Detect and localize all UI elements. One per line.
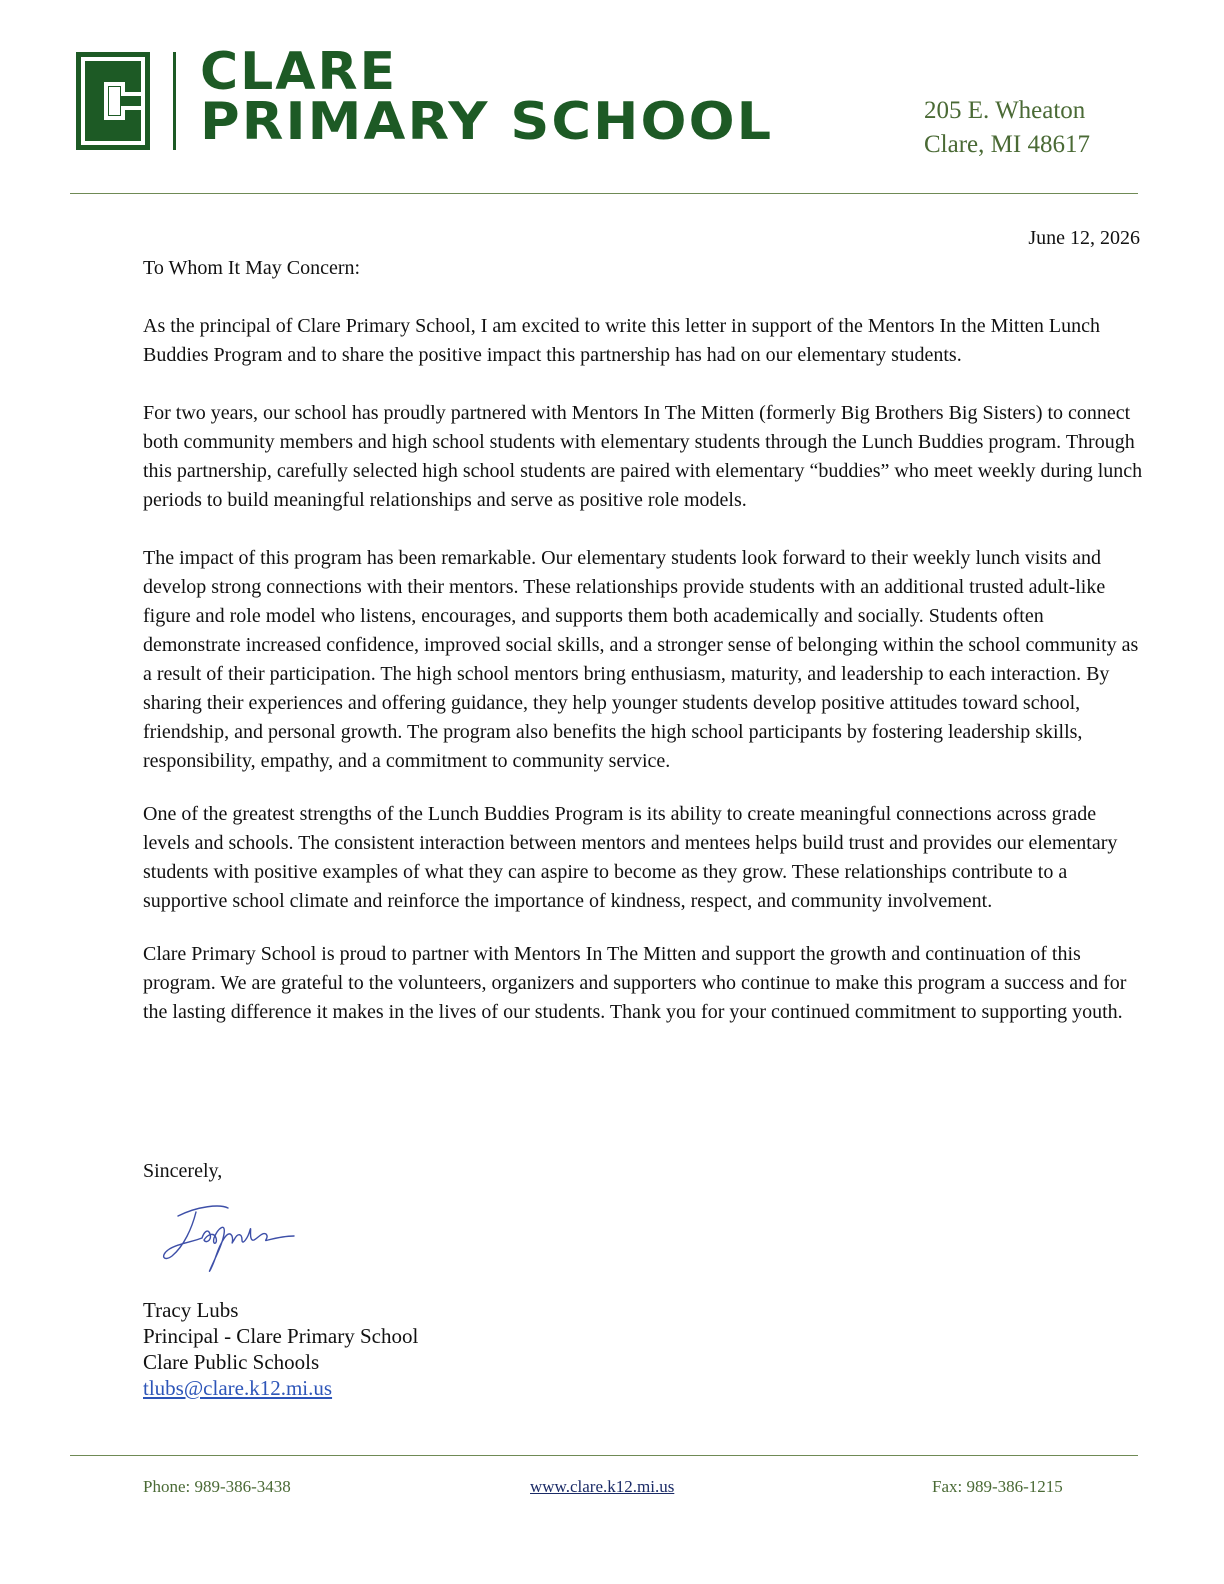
paragraph-gratitude: Clare Primary School is proud to partner with Mentors In The Mitten and support the growth and continuation of this program. We are grateful to the volunteers, organizers and supporters who continue to make this program a success and for the lasting difference it makes in the lives of our students. Thank you for your continued commitment to supporting youth. (143, 943, 1127, 1023)
paragraph-strengths: One of the greatest strengths of the Lunch Buddies Program is its ability to create meaningful connections across grade levels and schools. The consistent interaction between mentors and mentees helps build trust and provides our elementary students with positive examples of what they can aspire to become as they grow. These relationships contribute to a supportive school climate and reinforce the importance of kindness, respect, and community involvement. (143, 803, 1118, 912)
address-city: Clare, MI 48617 (924, 131, 1090, 158)
school-logo-c-icon (76, 52, 150, 150)
school-name-line1: CLARE (200, 42, 398, 102)
handwritten-signature (158, 1198, 298, 1276)
letter-body (143, 254, 1143, 1056)
paragraph-partnership: For two years, our school has proudly partnered with Mentors In The Mitten (formerly Big Brothers Big Sisters) to connect both community members and high school students with elementary students through the Lunch Buddies program. Through this partnership, carefully selected high school students are paired with elementary “buddies” who meet weekly during lunch periods to build meaningful relationships and serve as positive role models. (143, 402, 1143, 511)
address-street: 205 E. Wheaton (924, 97, 1086, 124)
salutation: To Whom It May Concern: (143, 257, 361, 279)
footer-fax: Fax: 989-386-1215 (932, 1477, 1063, 1496)
signature-block (143, 1297, 418, 1401)
paragraph-intro: As the principal of Clare Primary School, I am excited to write this letter in support of the Mentors In the Mitten Lunch Buddies Program and to share the positive impact this partnership has had on our elementary students. (143, 315, 1101, 366)
school-name (200, 42, 774, 152)
footer-website-link[interactable]: www.clare.k12.mi.us (530, 1477, 675, 1496)
footer-rule (70, 1455, 1138, 1456)
signer-email-link[interactable]: tlubs@clare.k12.mi.us (143, 1376, 333, 1400)
logo-divider (173, 52, 176, 150)
signer-name: Tracy Lubs (143, 1298, 239, 1322)
school-address (924, 94, 1090, 162)
closing: Sincerely, (143, 1160, 223, 1182)
header-rule (70, 193, 1138, 194)
footer-phone: Phone: 989-386-3438 (143, 1477, 291, 1496)
letter-date: June 12, 2026 (1028, 227, 1140, 249)
paragraph-impact: The impact of this program has been remarkable. Our elementary students look forward to their weekly lunch visits and develop strong connections with their mentors. These relationships provide students with an additional trusted adult-like figure and role model who listens, encourages, and supports them both academically and socially. Students often demonstrate increased confidence, improved social skills, and a stronger sense of belonging within the school community as a result of their participation. The high school mentors bring enthusiasm, maturity, and leadership to each interaction. By sharing their experiences and offering guidance, they help younger students develop positive attitudes toward school, friendship, and personal growth. The program also benefits the high school participants by fostering leadership skills, responsibility, empathy, and a commitment to community service. (143, 547, 1139, 772)
school-name-line2: PRIMARY SCHOOL (200, 92, 774, 152)
signer-title: Principal - Clare Primary School (143, 1324, 419, 1348)
signer-organization: Clare Public Schools (143, 1350, 320, 1374)
